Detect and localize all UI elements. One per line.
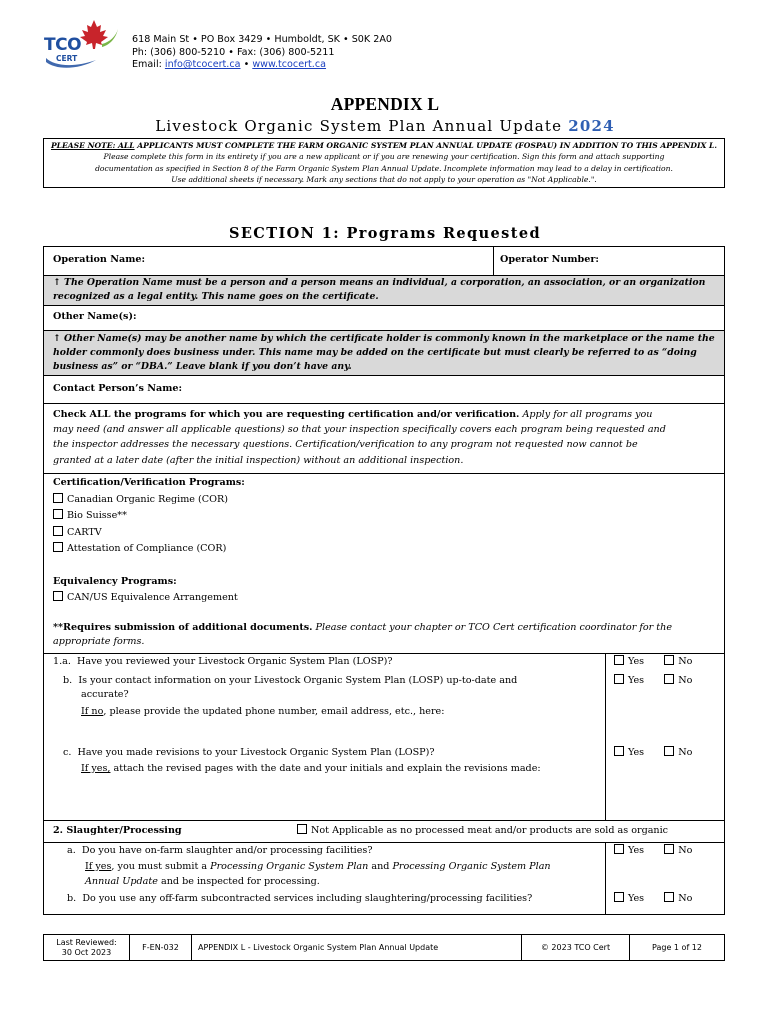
- operator-number-field[interactable]: [494, 246, 725, 276]
- program-label: Bio Suisse**: [67, 510, 127, 521]
- q1b-followup: [81, 705, 444, 720]
- note-line: business as” or “DBA.” Leave blank if you don’t have any.: [53, 361, 352, 372]
- q2b-question: [67, 892, 532, 907]
- instruction-line: may need (and answer all applicable questions) so that your inspection specifically covers each program being requested and: [53, 424, 666, 436]
- footer-copyright: © 2023 TCO Cert: [521, 934, 630, 961]
- q-number: b.: [63, 675, 73, 686]
- q1c-no-checkbox[interactable]: [664, 746, 674, 756]
- note-line: holder commonly does business under. This name may be added on the certificate but must clearly be referred to as “doing: [53, 347, 697, 358]
- footer-doc-title: APPENDIX L - Livestock Organic System Plan Annual Update: [191, 934, 522, 961]
- equiv-programs-label: Equivalency Programs:: [53, 575, 177, 587]
- program-option-cartv[interactable]: [53, 525, 724, 542]
- program-option-attestation[interactable]: [53, 541, 724, 558]
- q1c-options: [614, 746, 692, 761]
- notice-line1: APPLICANTS MUST COMPLETE THE FARM ORGANIC SYSTEM PLAN ANNUAL UPDATE (FOSPAU) IN ADDITION TO THIS APPENDIX L.: [134, 141, 718, 150]
- no-label: No: [678, 747, 693, 758]
- q1a-options: [614, 655, 692, 670]
- not-applicable-label: Not Applicable as no processed meat and/or products are sold as organic: [311, 825, 669, 836]
- requires-bold: **Requires submission of additional documents.: [53, 621, 313, 633]
- website-link[interactable]: www.tcocert.ca: [252, 59, 327, 71]
- q2-header: [43, 821, 725, 843]
- q-text: Do you have on-farm slaughter and/or processing facilities?: [81, 845, 373, 856]
- checkbox[interactable]: [53, 542, 63, 552]
- q2-not-applicable[interactable]: [297, 824, 668, 839]
- q2-questions: [43, 843, 606, 915]
- program-label: Attestation of Compliance (COR): [67, 543, 227, 554]
- separator: •: [243, 59, 250, 71]
- q1b-yes-checkbox[interactable]: [614, 674, 624, 684]
- other-names-field[interactable]: [43, 306, 725, 331]
- email-link[interactable]: info@tcocert.ca: [164, 59, 241, 71]
- form-name: Processing Organic System Plan: [392, 861, 551, 872]
- q2a-question: [67, 844, 373, 859]
- form-name: Processing Organic System Plan: [210, 861, 369, 872]
- q-text: Have you made revisions to your Livestock Organic System Plan (LOSP)?: [77, 747, 435, 758]
- email-label: Email:: [132, 59, 162, 71]
- check-all-bold: Check ALL the programs for which you are requesting certification and/or verification.: [53, 409, 520, 420]
- q1b-no-checkbox[interactable]: [664, 674, 674, 684]
- followup-text: attach the revised pages with the date and your initials and explain the revisions made:: [110, 763, 541, 774]
- operation-name-field[interactable]: [43, 246, 494, 276]
- notice-line3: documentation as specified in Section 8 of the Farm Organic System Plan Annual Update. Incomplete information may lead to a delay in certification.: [95, 163, 673, 173]
- q2a-followup-2: [85, 875, 320, 890]
- logo-subtext: CERT: [56, 54, 78, 63]
- q2a-options: [614, 844, 692, 859]
- followup-text: , please provide the updated phone number, email address, etc., here:: [103, 706, 445, 717]
- followup-text: , you must submit a: [111, 861, 211, 872]
- tco-cert-logo: [44, 18, 120, 70]
- program-label: CAN/US Equivalence Arrangement: [67, 592, 238, 603]
- q1c-yes-checkbox[interactable]: [614, 746, 624, 756]
- followup-text: and: [368, 861, 393, 872]
- yes-label: Yes: [628, 747, 645, 758]
- q2-title: 2. Slaughter/Processing: [53, 825, 182, 836]
- no-label: No: [678, 656, 693, 667]
- checkbox[interactable]: [53, 493, 63, 503]
- yes-label: Yes: [628, 656, 645, 667]
- form-name: Annual Update: [85, 876, 158, 887]
- operation-name-note: [43, 276, 725, 306]
- contact-person-field[interactable]: [43, 376, 725, 404]
- notice-line2: Please complete this form in its entirety if you are a new applicant or if you are renewing your certification. Sign this form and attach supporting: [103, 152, 665, 162]
- other-names-label: Other Name(s):: [53, 311, 137, 322]
- phone-line: Ph: (306) 800-5210 • Fax: (306) 800-5211: [132, 46, 335, 58]
- q-number: b.: [67, 893, 77, 904]
- q1b-question: [63, 674, 517, 689]
- logo-text: TCO: [44, 35, 82, 55]
- requires-italic-2: appropriate forms.: [53, 635, 145, 647]
- checkbox[interactable]: [53, 509, 63, 519]
- cert-programs-label: Certification/Verification Programs:: [53, 477, 245, 488]
- footer-reviewed: [43, 934, 130, 961]
- program-option-bio-suisse[interactable]: [53, 508, 724, 525]
- note-line: ↑ The Operation Name must be a person and a person means an individual, a corporation, an association, or an organization: [53, 277, 706, 288]
- contact-person-label: Contact Person’s Name:: [53, 383, 183, 394]
- q-text-cont: accurate?: [81, 689, 129, 700]
- q-number: a.: [67, 845, 76, 856]
- notice-line4: Use additional sheets if necessary. Mark any sections that do not apply to your operation as "Not Applicable.".: [171, 174, 597, 184]
- q1a-question: [53, 655, 393, 670]
- address-line: 618 Main St • PO Box 3429 • Humboldt, SK • S0K 2A0: [132, 34, 393, 45]
- instruction-line: granted at a later date (after the initial inspection) without an additional inspection.: [53, 454, 464, 466]
- notice-lead: PLEASE NOTE: ALL: [50, 141, 135, 150]
- q1c-question: [63, 746, 435, 761]
- if-condition: If yes: [85, 861, 112, 872]
- note-line: recognized as a legal entity. This name goes on the certificate.: [53, 291, 379, 302]
- contact-block: [132, 34, 392, 72]
- q-number: c.: [63, 747, 72, 758]
- email-line: [132, 59, 392, 72]
- if-condition: If no: [81, 706, 104, 717]
- q2b-no-checkbox[interactable]: [664, 892, 674, 902]
- page-footer: [43, 934, 725, 961]
- check-all-instructions: [43, 404, 725, 474]
- operator-number-label: Operator Number:: [500, 254, 599, 265]
- followup-text: and be inspected for processing.: [157, 876, 320, 887]
- q1b-options: [614, 674, 692, 689]
- q2a-followup-1: [85, 860, 551, 875]
- checkbox[interactable]: [53, 591, 63, 601]
- q1-answers: [606, 653, 725, 821]
- footer-form-code: F-EN-032: [129, 934, 192, 961]
- q2b-options: [614, 892, 692, 907]
- if-condition: If yes,: [81, 763, 111, 774]
- q-text: Have you reviewed your Livestock Organic System Plan (LOSP)?: [77, 656, 393, 667]
- operation-name-label: Operation Name:: [53, 254, 146, 265]
- program-option-can-us[interactable]: [53, 590, 724, 607]
- q2a-no-checkbox[interactable]: [664, 844, 674, 854]
- plan-title: [0, 117, 770, 135]
- footer-page-number: Page 1 of 12: [629, 934, 725, 961]
- not-applicable-checkbox[interactable]: [297, 824, 307, 834]
- other-names-note: [43, 331, 725, 376]
- yes-label: Yes: [628, 675, 645, 686]
- section-title: SECTION 1: Programs Requested: [228, 225, 541, 242]
- q2b-yes-checkbox[interactable]: [614, 892, 624, 902]
- programs-block: [43, 474, 725, 654]
- check-all-italic: Apply for all programs you: [519, 409, 653, 420]
- appendix-title: APPENDIX L: [330, 94, 440, 114]
- q1a-yes-checkbox[interactable]: [614, 655, 624, 665]
- checkbox[interactable]: [53, 526, 63, 536]
- q2a-yes-checkbox[interactable]: [614, 844, 624, 854]
- no-label: No: [678, 845, 693, 856]
- plan-name: Livestock Organic System Plan Annual Update: [155, 117, 563, 135]
- program-label: CARTV: [67, 526, 102, 538]
- note-line: ↑ Other Name(s) may be another name by which the certificate holder is commonly known in the marketplace or the name the: [53, 333, 715, 344]
- reviewed-date: 30 Oct 2023: [61, 947, 112, 957]
- program-option-cor[interactable]: [53, 492, 724, 509]
- q-text: Is your contact information on your Livestock Organic System Plan (LOSP) up-to-date and: [78, 675, 518, 686]
- program-label: Canadian Organic Regime (COR): [67, 493, 228, 505]
- q-text: Do you use any off-farm subcontracted services including slaughtering/processing facilities?: [82, 893, 533, 904]
- q1a-no-checkbox[interactable]: [664, 655, 674, 665]
- notice-box: [43, 138, 725, 188]
- q1c-followup: [81, 762, 541, 777]
- yes-label: Yes: [628, 893, 645, 904]
- q-number: 1.a.: [53, 656, 71, 667]
- yes-label: Yes: [628, 845, 645, 856]
- q1-questions: [43, 653, 606, 821]
- instruction-line: the inspector addresses the necessary questions. Certification/verification to any program not requested now cannot be: [53, 439, 638, 451]
- no-label: No: [678, 675, 693, 686]
- plan-year: 2024: [568, 117, 615, 135]
- no-label: No: [678, 893, 693, 904]
- requires-italic: Please contact your chapter or TCO Cert certification coordinator for the: [312, 621, 673, 633]
- reviewed-label: Last Reviewed:: [56, 937, 117, 947]
- q2-answers: [606, 843, 725, 915]
